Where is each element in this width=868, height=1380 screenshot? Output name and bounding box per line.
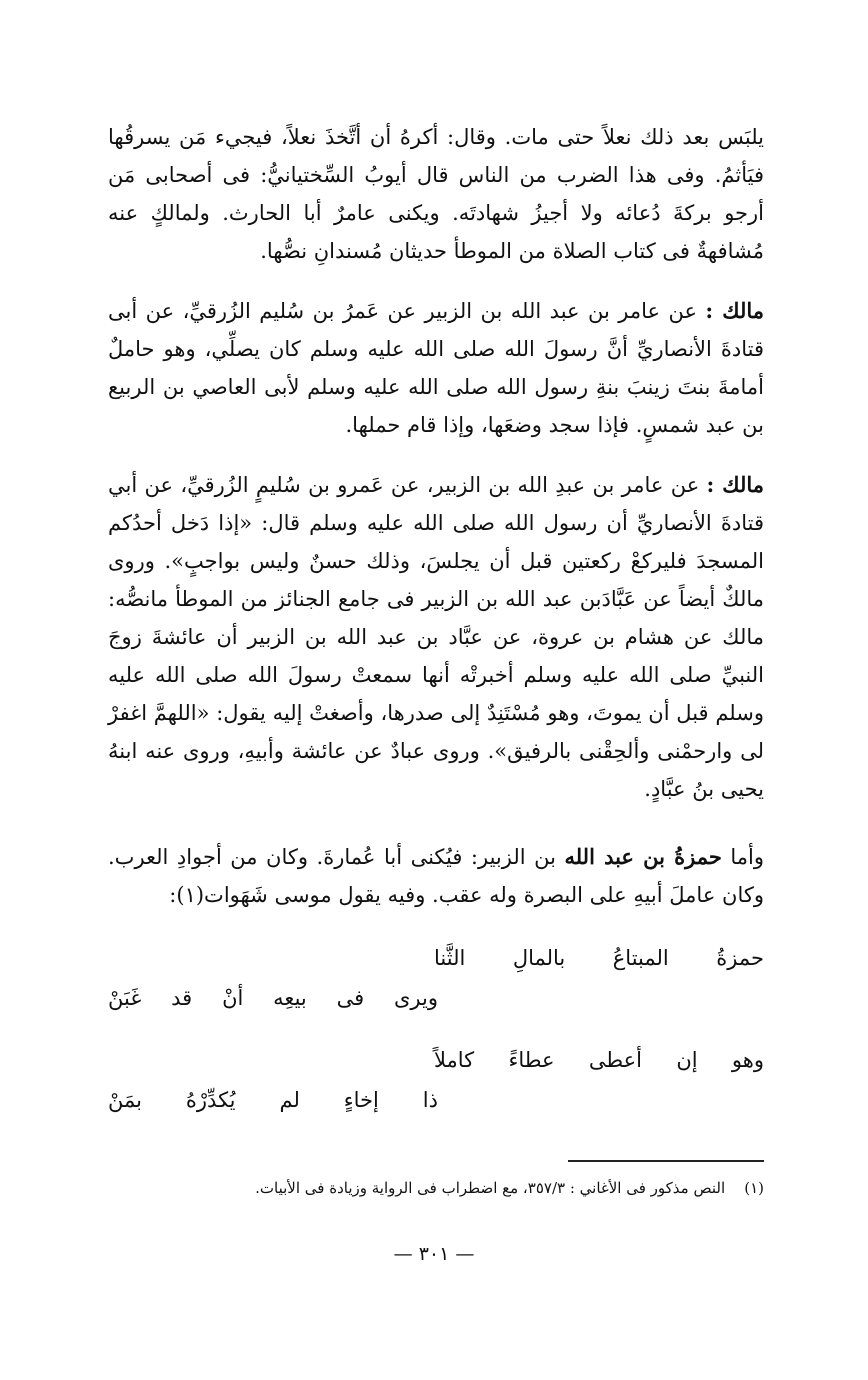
verse-second-hemistich: ذا إخاءٍ لم يُكدِّرْهُ بمَنْ bbox=[108, 1088, 438, 1112]
verse-line bbox=[108, 938, 764, 978]
paragraph-malik-hadith-mosque bbox=[108, 466, 764, 808]
paragraph-text: يلبَس بعد ذلك نعلاً حتى مات. وقال: أكرهُ أن أتَّخذَ نعلاً، فيجيء مَن يسرقُها فيَأثمُ. وفى هذا الضرب من الناس قال أيوبُ السِّختيانيُّ: فى أصحابى مَن أرجو بركةَ دُعائه ولا أجيزُ شهادتَه. ويكنى عامرٌ أبا الحارث. ولمالكٍ عنه مُشافهةٌ فى كتاب الصلاة من الموطأ حديثان مُسندانِ نصُّها. bbox=[108, 125, 764, 263]
verse-first-hemistich: وهو إن أعطى عطاءً كاملاً bbox=[434, 1048, 764, 1072]
section-lead-malik: مالك : bbox=[705, 298, 764, 323]
footnote-divider bbox=[568, 1160, 764, 1162]
footnote bbox=[108, 1174, 764, 1202]
verse-first-hemistich: حمزةُ المبتاعُ بالمالِ الثَّنا bbox=[434, 946, 764, 970]
footnote-text: النص مذكور فى الأغاني : ٣٥٧/٣، مع اضطراب فى الرواية وزيادة فى الأبيات. bbox=[255, 1179, 726, 1197]
verse-line bbox=[108, 978, 764, 1018]
verse-line bbox=[108, 1080, 764, 1120]
verse-line bbox=[108, 1040, 764, 1080]
paragraph-pre: وأما bbox=[730, 845, 764, 869]
paragraph-malik-hadith-prayer bbox=[108, 292, 764, 444]
paragraph-text: بن الزبير: فيُكنى أبا عُمارةَ. وكان من أجوادِ العرب. وكان عاملَ أبيهِ على البصرة وله عقب. وفيه يقول موسى شَهَوات(١): bbox=[108, 845, 764, 907]
footnote-marker: (١) bbox=[744, 1179, 764, 1197]
paragraph-amir-sandals bbox=[108, 118, 764, 270]
page-number: — ٣٠١ — bbox=[393, 1243, 475, 1265]
section-lead-malik: مالك : bbox=[706, 472, 764, 497]
section-lead-hamza: حمزةُ بن عبد الله bbox=[564, 844, 722, 869]
verse-second-hemistich: ويرى فى بيعِه أنْ قد غَبَنْ bbox=[108, 986, 438, 1010]
paragraph-text: عن عامر بن عبد الله بن الزبير عن عَمرُ بن سُليم الزُرقيِّ، عن أبى قتادةَ الأنصاريِّ أنَّ رسولَ الله صلى الله عليه وسلم كان يصلِّي، وهو حاملٌ أمامةَ بنتَ زينبَ بنةِ رسول الله صلى الله عليه وسلم لأبى العاصي بن الربيع بن عبد شمسٍ. فإذا سجد وضعَها، وإذا قام حملها. bbox=[108, 299, 764, 437]
paragraph-text: عن عامر بن عبدِ الله بن الزبير، عن عَمرو بن سُليمٍ الزُرقيِّ، عن أبي قتادةَ الأنصاريِّ أن رسول الله صلى الله عليه وسلم قال: «إذا دَخل أحدُكم المسجدَ فليركعْ ركعتين قبل أن يجلسَ، وذلك حسنٌ وليس بواجبٍ». وروى مالكٌ أيضاً عن عَبَّادَبن عبد الله بن الزبير فى جامع الجنائز من الموطأ مانصُّه: مالك عن هشام بن عروة، عن عبَّاد بن عبد الله بن الزبير أن عائشةَ زوجَ النبيِّ صلى الله عليه وسلم أخبرتْه أنها سمعتْ رسولَ الله صلى الله عليه وسلم قبل أن يموتَ، وهو مُسْتَنِدٌ إلى صدرها، وأصغتْ إليه يقول: «اللهمَّ اغفرْ لى وارحمْنى وألحِقْنى بالرفيق». وروى عبادٌ عن عائشة وأبيهِ، وروى عنه ابنهُ يحيى بنُ عبَّادٍ. bbox=[108, 473, 764, 801]
paragraph-hamza bbox=[108, 838, 764, 914]
